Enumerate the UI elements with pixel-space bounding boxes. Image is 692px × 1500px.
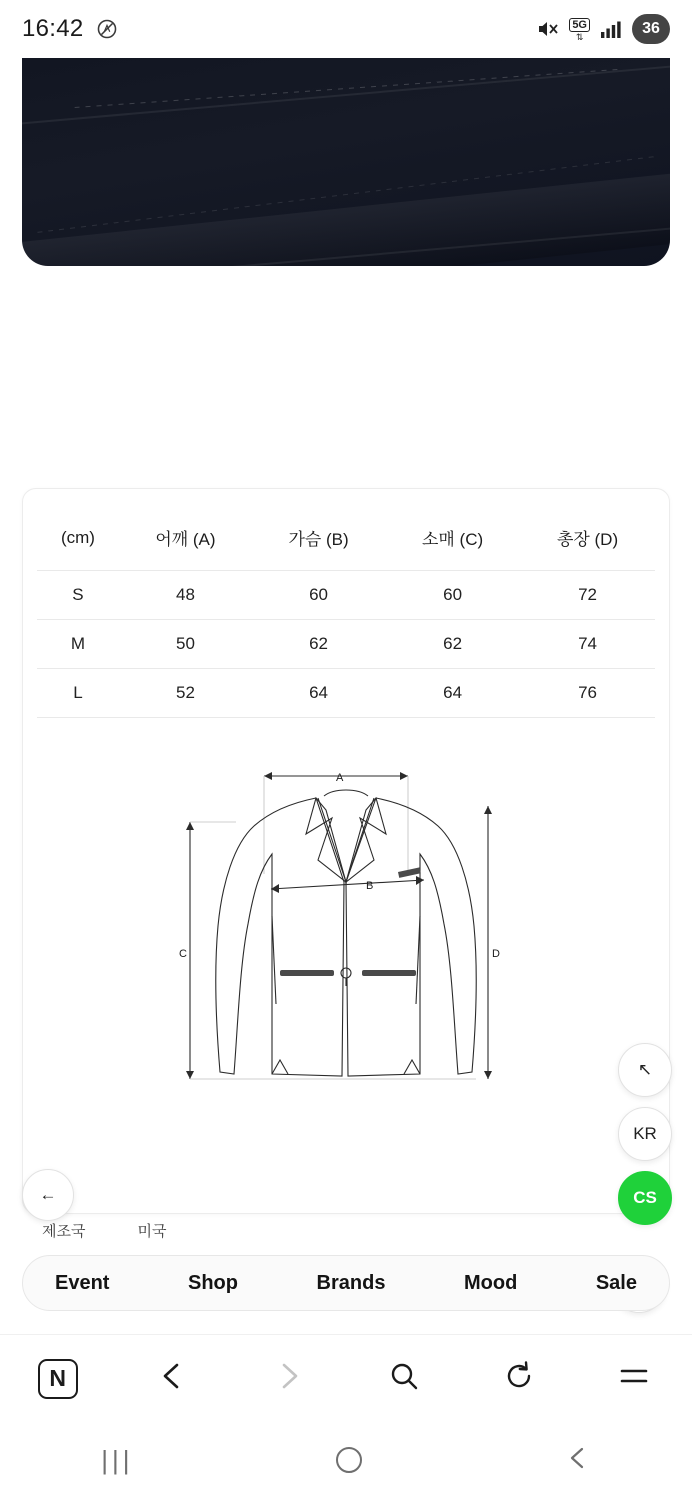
row-cell: 72 bbox=[520, 571, 655, 620]
reload-button[interactable] bbox=[489, 1349, 549, 1409]
naver-home-button[interactable] bbox=[28, 1349, 88, 1409]
mute-icon bbox=[535, 17, 559, 41]
reload-icon bbox=[502, 1359, 536, 1398]
nav-item-mood[interactable]: Mood bbox=[463, 1271, 518, 1294]
no-ads-icon bbox=[96, 18, 118, 40]
diagram-label-c: C bbox=[179, 948, 187, 960]
row-cell: 52 bbox=[119, 669, 252, 718]
page-back-button[interactable] bbox=[22, 1169, 74, 1221]
size-table-unit-header: (cm) bbox=[60, 527, 95, 547]
table-row bbox=[37, 571, 655, 620]
row-size-label: M bbox=[37, 620, 119, 669]
forward-button[interactable] bbox=[258, 1349, 318, 1409]
network-label: 5G bbox=[569, 18, 590, 32]
row-cell: 62 bbox=[252, 620, 385, 669]
arrow-up-left-icon: ↖ bbox=[637, 1060, 653, 1079]
language-label: KR bbox=[633, 1124, 657, 1143]
row-cell: 60 bbox=[252, 571, 385, 620]
nav-item-event[interactable]: Event bbox=[55, 1271, 110, 1294]
row-cell: 64 bbox=[385, 669, 520, 718]
nav-item-sale[interactable]: Sale bbox=[595, 1271, 637, 1294]
menu-icon bbox=[617, 1359, 651, 1398]
row-cell: 74 bbox=[520, 620, 655, 669]
signal-icon bbox=[600, 19, 622, 39]
size-table-col-sleeve: 소매 (C) bbox=[421, 530, 484, 549]
measurement-diagram bbox=[37, 754, 655, 1094]
browser-toolbar bbox=[0, 1334, 692, 1422]
size-table-col-length: 총장 (D) bbox=[556, 530, 619, 549]
search-icon bbox=[387, 1359, 421, 1398]
info-value: 미국 bbox=[137, 1223, 167, 1240]
size-table-header-row bbox=[37, 515, 655, 571]
cs-label: CS bbox=[633, 1188, 657, 1207]
row-cell: 62 bbox=[385, 620, 520, 669]
naver-logo-icon: N bbox=[38, 1359, 78, 1399]
language-button[interactable] bbox=[618, 1107, 672, 1161]
chevron-left-icon bbox=[156, 1359, 190, 1398]
status-bar-right bbox=[535, 14, 670, 44]
table-row bbox=[37, 620, 655, 669]
home-button[interactable] bbox=[336, 1447, 362, 1473]
nav-item-brands[interactable]: Brands bbox=[316, 1271, 386, 1294]
size-table bbox=[37, 515, 655, 718]
scroll-up-left-button[interactable] bbox=[618, 1043, 672, 1097]
data-arrows-icon: ⇅ bbox=[575, 31, 584, 42]
nav-item-shop[interactable]: Shop bbox=[188, 1271, 238, 1294]
recents-button[interactable]: ||| bbox=[101, 1444, 134, 1475]
search-button[interactable] bbox=[374, 1349, 434, 1409]
row-cell: 60 bbox=[385, 571, 520, 620]
diagram-label-a: A bbox=[336, 772, 344, 784]
customer-service-button[interactable] bbox=[618, 1171, 672, 1225]
battery-indicator: 36 bbox=[632, 14, 670, 44]
status-bar bbox=[0, 0, 692, 58]
row-cell: 64 bbox=[252, 669, 385, 718]
row-cell: 50 bbox=[119, 620, 252, 669]
status-bar-left bbox=[22, 15, 118, 43]
row-cell: 76 bbox=[520, 669, 655, 718]
product-photo bbox=[22, 58, 670, 266]
info-label: 제조국 bbox=[42, 1223, 86, 1240]
size-table-col-shoulder: 어깨 (A) bbox=[155, 530, 216, 549]
row-size-label: L bbox=[37, 669, 119, 718]
content-spacer bbox=[0, 266, 692, 488]
chevron-right-icon bbox=[271, 1359, 305, 1398]
clock: 16:42 bbox=[22, 15, 84, 42]
size-table-col-chest: 가슴 (B) bbox=[288, 530, 349, 549]
menu-button[interactable] bbox=[604, 1349, 664, 1409]
back-button[interactable] bbox=[143, 1349, 203, 1409]
android-system-nav bbox=[0, 1420, 692, 1500]
table-row bbox=[37, 669, 655, 718]
system-back-button[interactable] bbox=[565, 1445, 591, 1476]
product-info-partial-row bbox=[42, 1220, 692, 1241]
arrow-left-icon: ← bbox=[39, 1185, 57, 1204]
5g-icon bbox=[569, 18, 590, 41]
diagram-label-b: B bbox=[366, 880, 374, 892]
category-nav-bar[interactable] bbox=[22, 1255, 670, 1311]
diagram-label-d: D bbox=[492, 948, 500, 960]
size-info-card bbox=[22, 488, 670, 1214]
row-size-label: S bbox=[37, 571, 119, 620]
row-cell: 48 bbox=[119, 571, 252, 620]
